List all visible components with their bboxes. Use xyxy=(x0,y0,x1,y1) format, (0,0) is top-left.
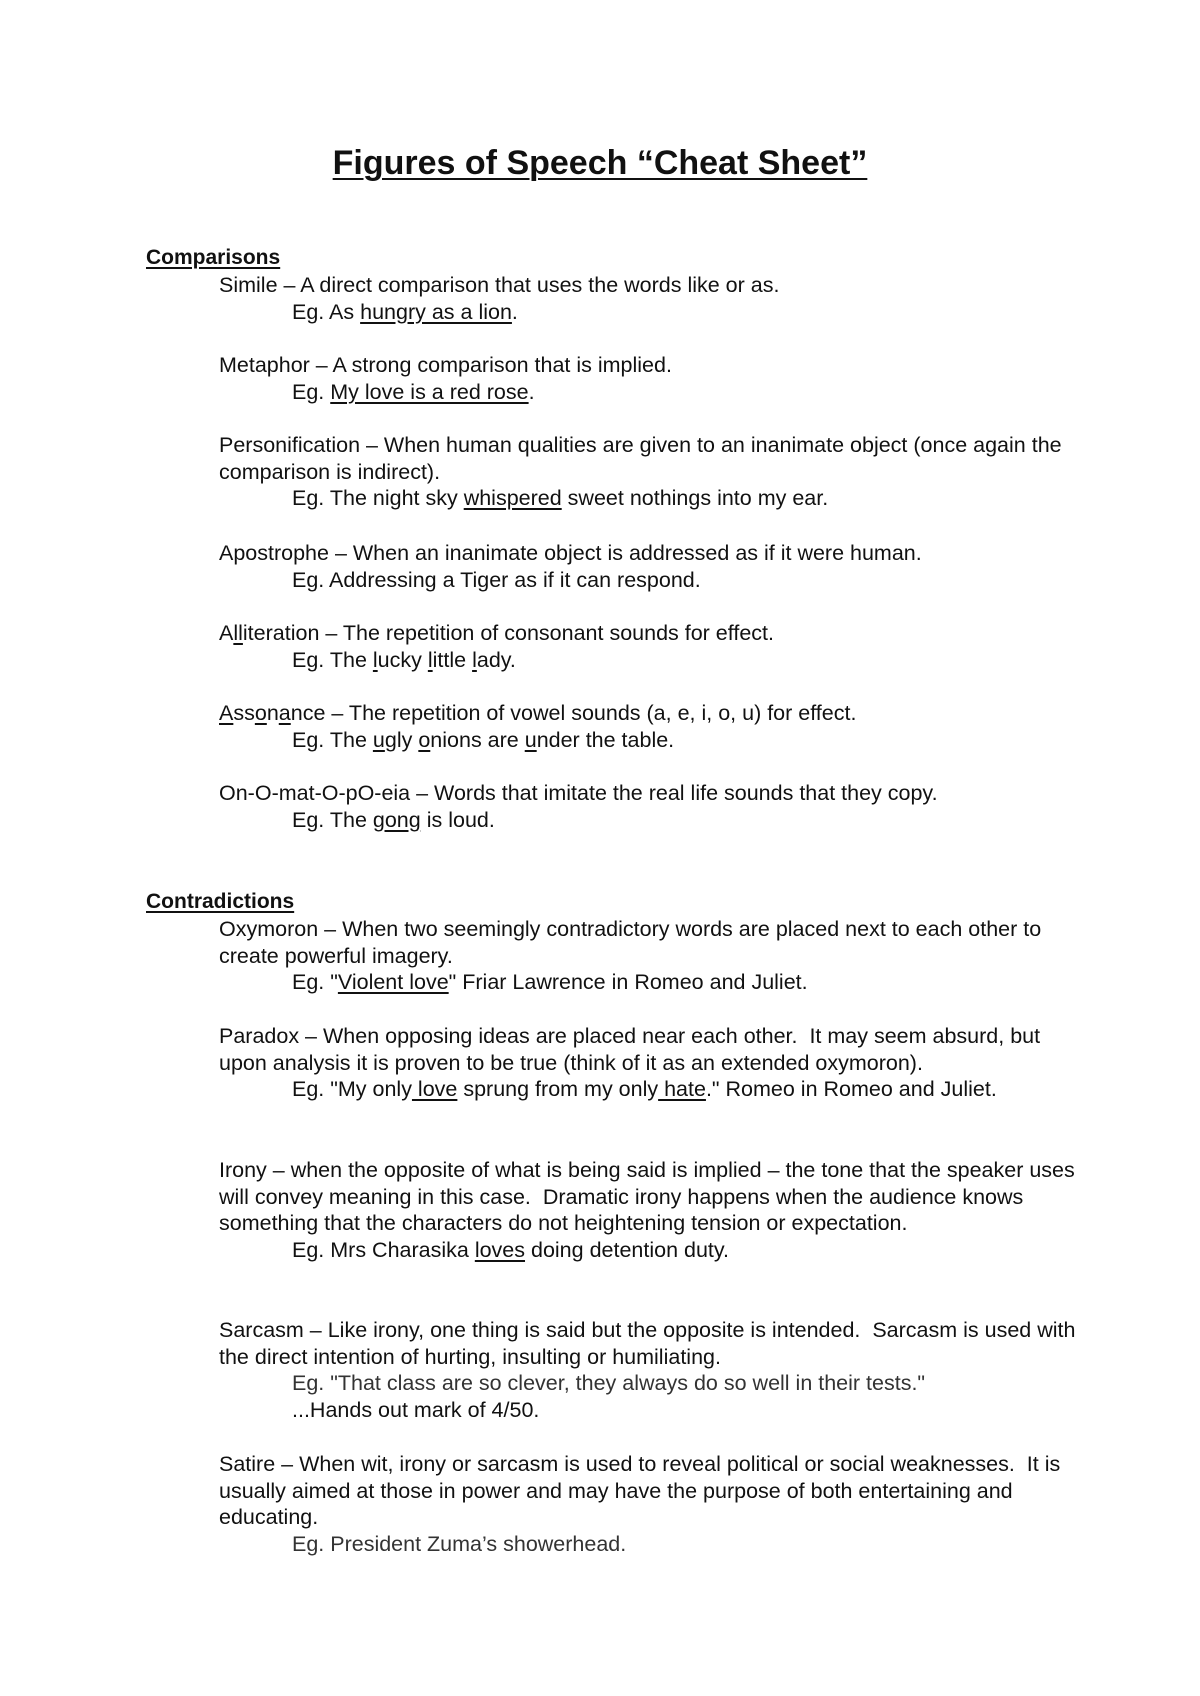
example-underlined: Violent love xyxy=(337,970,449,994)
example-text: Eg. "My only xyxy=(292,1077,412,1101)
example-text: Eg. As xyxy=(292,299,361,324)
example-text: " Friar Lawrence in Romeo and Juliet. xyxy=(448,970,808,994)
definition-assonance xyxy=(219,700,1079,727)
entry-irony xyxy=(219,1157,1079,1263)
example-text: Eg. Mrs Charasika xyxy=(292,1237,475,1262)
entry-oxymoron xyxy=(219,916,1079,996)
example-underlined: u xyxy=(372,727,385,752)
definition-onomatopoeia: On-O-mat-O-pO-eia – Words that imitate the real life sounds that they copy. xyxy=(219,781,938,805)
example-text: Eg. The xyxy=(292,727,373,752)
definition-text: ss xyxy=(233,701,255,725)
definition-metaphor: Metaphor – A strong comparison that is implied. xyxy=(219,353,672,377)
definition-underlined: o xyxy=(254,701,267,725)
example-underlined: My love is a red rose xyxy=(330,379,529,404)
example-text: nions are xyxy=(430,727,525,752)
definition-paradox: Paradox – When opposing ideas are placed near each other. It may seem absurd, but upon analysis it is proven to be true (think of it as an extended oxymoron). xyxy=(219,1024,1047,1075)
section-heading-comparisons: Comparisons xyxy=(146,246,281,269)
example-text: ucky xyxy=(377,647,428,672)
example-onomatopoeia xyxy=(219,807,1079,834)
example-text: ittle xyxy=(432,647,473,672)
example-alliteration xyxy=(219,647,1079,674)
example-satire: Eg. President Zuma’s showerhead. xyxy=(292,1531,627,1556)
entry-simile xyxy=(219,272,1079,325)
example-paradox xyxy=(219,1076,1079,1103)
entry-personification xyxy=(219,432,1079,512)
example-underlined: hate xyxy=(658,1077,706,1101)
example-text: ady. xyxy=(476,647,516,672)
entry-metaphor xyxy=(219,352,1079,405)
entry-paradox xyxy=(219,1023,1079,1103)
definition-text: A xyxy=(219,621,234,645)
entry-satire xyxy=(219,1451,1079,1557)
example-underlined: l xyxy=(372,647,378,672)
example-underlined: gong xyxy=(372,807,421,832)
example-oxymoron xyxy=(219,969,1079,996)
example-underlined: o xyxy=(418,727,431,752)
entry-assonance xyxy=(219,700,1079,753)
example-irony xyxy=(219,1237,1079,1264)
section-heading-contradictions: Contradictions xyxy=(146,890,295,913)
definition-personification: Personification – When human qualities are given to an inanimate object (once again the comparison is indirect). xyxy=(219,433,1068,484)
example-text: Eg. The night sky xyxy=(292,486,464,510)
example-underlined: whispered xyxy=(463,486,562,510)
example-text: Eg. The xyxy=(292,647,373,672)
example-sarcasm: Eg. "That class are so clever, they always do so well in their tests." xyxy=(292,1371,926,1395)
example-simile xyxy=(219,299,1079,326)
example-sarcasm-followup: ...Hands out mark of 4/50. xyxy=(292,1397,540,1422)
entry-apostrophe xyxy=(219,540,1079,593)
example-text: . xyxy=(511,299,518,324)
definition-underlined: ll xyxy=(233,621,243,645)
entry-onomatopoeia xyxy=(219,780,1079,833)
example-underlined: love xyxy=(411,1077,458,1101)
example-text: . xyxy=(528,379,535,404)
example-text: Eg. The xyxy=(292,807,373,832)
definition-text: n xyxy=(266,701,279,725)
example-text: Eg. xyxy=(292,379,331,404)
entry-sarcasm xyxy=(219,1317,1082,1423)
definition-underlined: a xyxy=(278,701,291,725)
example-underlined: hungry as a lion xyxy=(360,299,512,324)
definition-oxymoron: Oxymoron – When two seemingly contradictory words are placed next to each other to create powerful imagery. xyxy=(219,917,1048,968)
definition-sarcasm: Sarcasm – Like irony, one thing is said but the opposite is intended. Sarcasm is used with the direct intention of hurting, insulting or humiliating. xyxy=(219,1318,1082,1369)
definition-apostrophe: Apostrophe – When an inanimate object is addressed as if it were human. xyxy=(219,541,922,565)
definition-text: iteration – The repetition of consonant sounds for effect. xyxy=(242,621,774,645)
definition-irony: Irony – when the opposite of what is being said is implied – the tone that the speaker uses will convey meaning in this case. Dramatic irony happens when the audience knows something that the characters do not heightening tension or expectation. xyxy=(219,1158,1081,1235)
example-text: sprung from my only xyxy=(457,1077,659,1101)
example-text: doing detention duty. xyxy=(525,1237,730,1262)
entry-alliteration xyxy=(219,620,1079,673)
example-underlined: l xyxy=(427,647,433,672)
example-underlined: l xyxy=(472,647,477,672)
example-underlined: u xyxy=(524,727,537,752)
example-text: sweet nothings into my ear. xyxy=(561,486,829,510)
definition-satire: Satire – When wit, irony or sarcasm is used to reveal political or social weaknesses. It is usually aimed at those in power and may have the purpose of both entertaining and educating. xyxy=(219,1452,1067,1529)
example-text: Eg. " xyxy=(292,970,338,994)
example-text: gly xyxy=(384,727,419,752)
example-underlined: loves xyxy=(474,1237,526,1262)
definition-underlined: A xyxy=(219,701,234,725)
example-text: ." Romeo in Romeo and Juliet. xyxy=(705,1077,997,1101)
example-text: is loud. xyxy=(420,807,495,832)
example-apostrophe: Eg. Addressing a Tiger as if it can respond. xyxy=(292,567,701,592)
page-title: Figures of Speech “Cheat Sheet” xyxy=(332,144,868,182)
definition-simile: Simile – A direct comparison that uses the words like or as. xyxy=(219,273,780,297)
example-assonance xyxy=(219,727,1079,754)
example-text: nder the table. xyxy=(536,727,675,752)
definition-alliteration xyxy=(219,620,1079,647)
definition-text: nce – The repetition of vowel sounds (a, e, i, o, u) for effect. xyxy=(290,701,857,725)
example-personification xyxy=(219,485,1079,512)
example-metaphor xyxy=(219,379,1079,406)
